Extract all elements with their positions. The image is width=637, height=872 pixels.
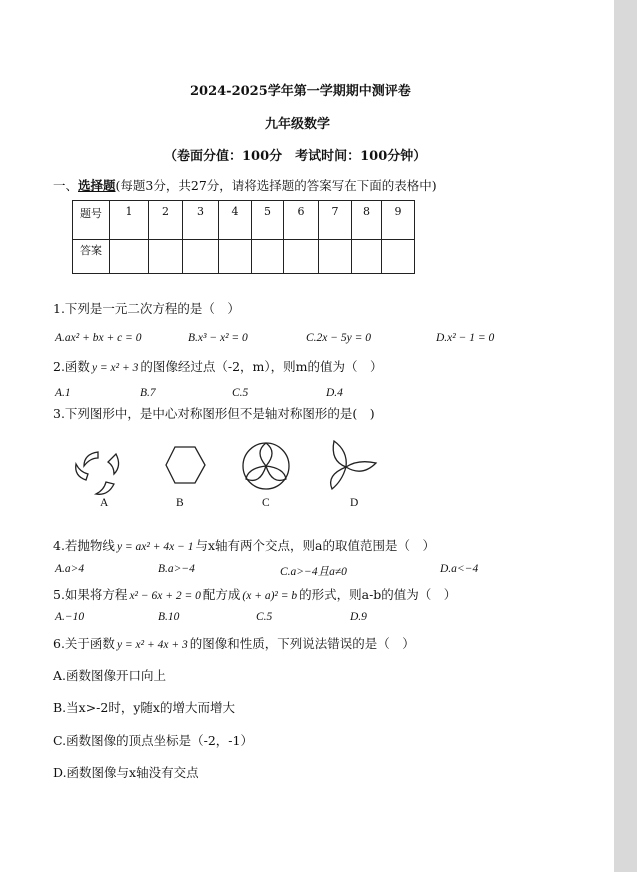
exam-subject: 九年级数学 <box>265 117 331 132</box>
q1-option-c: C.2x − 5y = 0 <box>306 332 372 344</box>
q2-option-c: C.5 <box>232 387 249 399</box>
q5-stem-post: 的形式，则a-b的值为（ ） <box>299 587 457 602</box>
table-number: 8 <box>352 201 382 240</box>
figure-label-a: A <box>100 497 109 509</box>
q6-stem-post: 的图像和性质，下列说法错误的是（ ） <box>189 636 415 651</box>
figure-label-b: B <box>176 497 184 509</box>
q1-option-d: D.x² − 1 = 0 <box>436 332 495 344</box>
q6-option-a: A.函数图像开口向上 <box>53 668 167 683</box>
q6-option-c: C.函数图像的顶点坐标是（-2，-1） <box>53 733 253 748</box>
q6-option-b: B.当x>-2时，y随x的增大而增大 <box>53 700 235 715</box>
question-5-stem <box>53 585 456 603</box>
exam-info: （卷面分值：100分 考试时间：100分钟） <box>164 149 427 164</box>
answer-cell[interactable] <box>284 240 319 274</box>
question-3-stem: 3.下列图形中，是中心对称图形但不是轴对称图形的是( ) <box>53 406 375 421</box>
q6-option-d: D.函数图像与x轴没有交点 <box>53 765 199 780</box>
q1-option-b: B.x³ − x² = 0 <box>188 332 248 344</box>
table-header-label: 题号 <box>73 201 110 240</box>
q4-stem-post: 与x轴有两个交点，则a的取值范围是（ ） <box>195 538 435 553</box>
question-2-stem <box>53 357 383 375</box>
q6-stem-pre: 6.关于函数 <box>53 636 115 651</box>
q2-option-b: B.7 <box>140 387 156 399</box>
q2-option-a: A.1 <box>55 387 71 399</box>
q5-formula-1: x² − 6x + 2 = 0 <box>129 590 201 602</box>
q2-stem-post: 的图像经过点（-2，m），则m的值为（ ） <box>140 359 383 374</box>
q4-formula: y = ax² + 4x − 1 <box>116 541 194 553</box>
q2-formula: y = x² + 3 <box>91 362 139 374</box>
figure-label-d: D <box>350 497 359 509</box>
section-instruction: (每题3分，共27分，请将选择题的答案写在下面的表格中) <box>115 178 437 193</box>
exam-title: 2024-2025学年第一学期期中测评卷 <box>190 84 411 99</box>
section-name: 选择题 <box>78 178 116 193</box>
section-number: 一、 <box>53 178 79 193</box>
q4-option-b: B.a>−4 <box>158 563 195 575</box>
answer-cell[interactable] <box>110 240 149 274</box>
q2-stem-pre: 2.函数 <box>53 359 90 374</box>
answer-cell[interactable] <box>149 240 183 274</box>
answer-cell[interactable] <box>319 240 352 274</box>
figure-b-hexagon <box>166 447 205 483</box>
q5-option-d: D.9 <box>350 611 367 623</box>
q4-option-a: A.a>4 <box>55 563 85 575</box>
q4-option-c: C.a>−4且a≠0 <box>280 566 347 578</box>
answer-cell[interactable] <box>252 240 284 274</box>
figure-a-swirl <box>76 452 119 494</box>
viewer-scroll-gutter[interactable] <box>614 0 637 872</box>
q4-stem-pre: 4.若抛物线 <box>53 538 115 553</box>
table-number: 6 <box>284 201 319 240</box>
q5-formula-2: (x + a)² = b <box>242 590 298 602</box>
q5-option-b: B.10 <box>158 611 180 623</box>
q1-option-a: A.ax² + bx + c = 0 <box>55 332 142 344</box>
question-4-stem <box>53 536 435 554</box>
question-6-stem <box>53 634 415 652</box>
q5-option-c: C.5 <box>256 611 273 623</box>
q5-stem-pre: 5.如果将方程 <box>53 587 128 602</box>
figure-c-circle-petals <box>243 443 289 489</box>
figure-d-pinwheel <box>331 441 376 489</box>
q4-option-d: D.a<−4 <box>440 563 479 575</box>
table-answer-label: 答案 <box>73 240 110 274</box>
table-number: 1 <box>110 201 149 240</box>
q3-figure-svg <box>64 436 382 518</box>
table-number: 4 <box>219 201 252 240</box>
figure-label-c: C <box>262 497 270 509</box>
q5-option-a: A.−10 <box>55 611 85 623</box>
question-1-stem: 1.下列是一元二次方程的是（ ） <box>53 301 240 316</box>
q3-figures <box>64 436 382 518</box>
q2-option-d: D.4 <box>326 387 343 399</box>
answer-cell[interactable] <box>382 240 415 274</box>
table-number: 9 <box>382 201 415 240</box>
q6-formula: y = x² + 4x + 3 <box>116 639 188 651</box>
table-number: 2 <box>149 201 183 240</box>
table-number: 5 <box>252 201 284 240</box>
table-number: 7 <box>319 201 352 240</box>
section-heading <box>53 176 437 194</box>
answer-cell[interactable] <box>352 240 382 274</box>
answer-cell[interactable] <box>183 240 219 274</box>
answer-table <box>72 200 415 274</box>
table-number: 3 <box>183 201 219 240</box>
answer-cell[interactable] <box>219 240 252 274</box>
q5-stem-mid: 配方成 <box>202 587 241 602</box>
